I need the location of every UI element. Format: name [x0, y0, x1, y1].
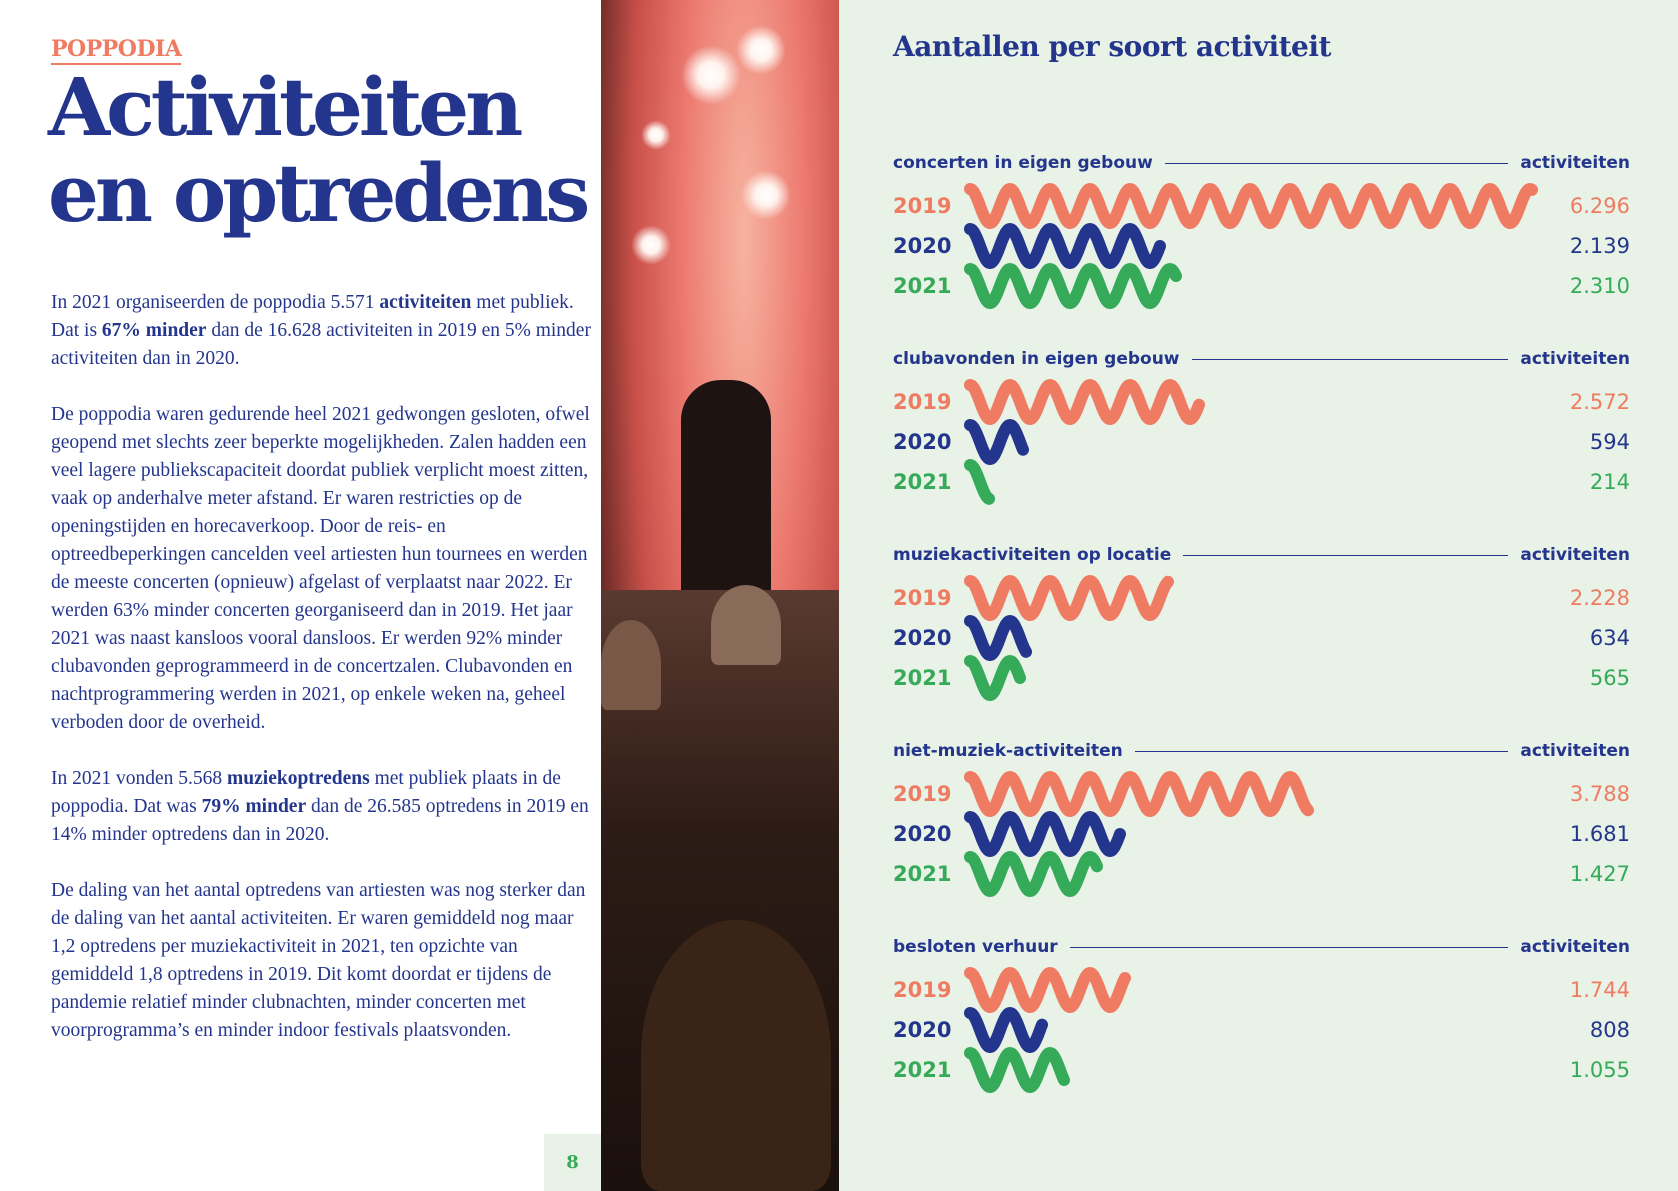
wave-mark — [970, 269, 1176, 303]
wave-bar — [970, 1050, 1085, 1094]
year-label: 2019 — [893, 194, 952, 218]
year-label: 2020 — [893, 430, 952, 454]
group-name: concerten in eigen gebouw — [893, 153, 1153, 173]
wave-bar — [970, 462, 1010, 506]
performer — [681, 380, 771, 610]
chart-row — [893, 230, 1630, 266]
group-name: besloten verhuur — [893, 937, 1058, 957]
wave-bar — [970, 422, 1044, 466]
chart-row — [893, 974, 1630, 1010]
value-label: 808 — [1589, 1018, 1630, 1042]
value-label: 214 — [1589, 470, 1630, 494]
wave-mark — [970, 229, 1160, 263]
section-kicker: POPPODIA — [51, 36, 181, 65]
text-page — [0, 0, 601, 1191]
chart-title: Aantallen per soort activiteit — [893, 30, 1331, 63]
chart-row — [893, 858, 1630, 894]
value-label: 1.681 — [1569, 822, 1630, 846]
chart-row — [893, 1054, 1630, 1090]
wave-bar — [970, 854, 1118, 898]
chart-group — [893, 152, 1630, 312]
unit-label: activiteiten — [1520, 545, 1630, 565]
wave-bar — [970, 814, 1141, 858]
group-header — [893, 936, 1630, 958]
chart-group — [893, 740, 1630, 900]
group-header — [893, 152, 1630, 174]
paragraph-1: In 2021 organiseerden de poppodia 5.571 activiteiten met publiek. Dat is 67% minder dan de 16.628 activiteiten in 2019 en 5% minder activiteiten dan in 2020. — [51, 292, 591, 369]
value-label: 594 — [1589, 430, 1630, 454]
unit-label: activiteiten — [1520, 153, 1630, 173]
chart-row — [893, 270, 1630, 306]
group-header — [893, 740, 1630, 762]
body-text — [51, 289, 591, 1073]
title-line-1: Activiteiten — [48, 60, 520, 154]
concert-photo — [601, 0, 839, 1191]
value-label: 1.744 — [1569, 978, 1630, 1002]
wave-bar — [970, 774, 1329, 818]
wave-mark — [970, 621, 1026, 655]
value-label: 2.310 — [1569, 274, 1630, 298]
divider — [1165, 163, 1509, 164]
divider — [1183, 555, 1508, 556]
value-label: 2.139 — [1569, 234, 1630, 258]
unit-label: activiteiten — [1520, 741, 1630, 761]
wave-bar — [970, 578, 1189, 622]
chart-row — [893, 582, 1630, 618]
year-label: 2021 — [893, 1058, 952, 1082]
year-label: 2021 — [893, 862, 952, 886]
title-line-2: en optredens — [48, 146, 587, 240]
chart-row — [893, 1014, 1630, 1050]
chart-row — [893, 466, 1630, 502]
wave-bar — [970, 658, 1041, 702]
paragraph-4: De daling van het aantal optredens van artiesten was nog sterker dan de daling van het aantal activiteiten. Er waren gemiddeld nog maar 1,2 optredens per muziekactiviteit in 2021, ten opzichte van gemiddeld 1,8 optredens in 2019. Dit komt doordat er tijdens de pandemie relatief minder clubnachten, minder concerten met voorprogramma’s en minder indoor festivals plaatsvonden. — [51, 880, 586, 1041]
year-label: 2021 — [893, 274, 952, 298]
chart-row — [893, 778, 1630, 814]
year-label: 2021 — [893, 666, 952, 690]
chart-group — [893, 936, 1630, 1096]
value-label: 2.572 — [1569, 390, 1630, 414]
year-label: 2020 — [893, 234, 952, 258]
wave-bar — [970, 970, 1146, 1014]
wave-mark — [970, 661, 1020, 695]
year-label: 2021 — [893, 470, 952, 494]
value-label: 2.228 — [1569, 586, 1630, 610]
paragraph-2: De poppodia waren gedurende heel 2021 gedwongen gesloten, ofwel geopend met slechts zeer beperkte mogelijkheden. Zalen hadden een veel lagere publiekscapaciteit doordat publiek verplicht moest zitten, vaak op anderhalve meter afstand. Er waren restricties op de openingstijden en horecaverkoop. Door de reis- en optreedbeperkingen cancelden veel artiesten hun tournees en werden de meeste concerten (opnieuw) afgelast of verplaatst naar 2022. Er werden 63% minder concerten georganiseerd dan in 2019. Het jaar 2021 was naast kansloos vooral dansloos. Er werden 92% minder clubavonden geprogrammeerd in de concertzalen. Clubavonden en nachtprogrammering werden in 2021, op enkele weken na, geheel verboden door de overheid. — [51, 404, 590, 733]
year-label: 2019 — [893, 978, 952, 1002]
value-label: 3.788 — [1569, 782, 1630, 806]
divider — [1070, 947, 1509, 948]
wave-bar — [970, 266, 1197, 310]
chart-group — [893, 544, 1630, 704]
chart-row — [893, 386, 1630, 422]
value-label: 6.296 — [1569, 194, 1630, 218]
divider — [1135, 751, 1509, 752]
year-label: 2019 — [893, 586, 952, 610]
wave-mark — [970, 189, 1532, 223]
wave-bar — [970, 226, 1181, 270]
divider — [1192, 359, 1509, 360]
unit-label: activiteiten — [1520, 349, 1630, 369]
wave-mark — [970, 385, 1199, 419]
wave-mark — [970, 581, 1168, 615]
chart-row — [893, 662, 1630, 698]
chart-row — [893, 622, 1630, 658]
wave-mark — [970, 425, 1023, 459]
chart-row — [893, 426, 1630, 462]
value-label: 1.427 — [1569, 862, 1630, 886]
group-name: muziekactiviteiten op locatie — [893, 545, 1172, 565]
wave-mark — [970, 1013, 1042, 1047]
wave-mark — [970, 465, 989, 499]
chart-group — [893, 348, 1630, 508]
wave-mark — [970, 973, 1125, 1007]
paragraph-3: In 2021 vonden 5.568 muziekoptredens met publiek plaats in de poppodia. Dat was 79% minder dan de 26.585 optredens in 2019 en 14% minder optredens dan in 2020. — [51, 768, 589, 845]
wave-mark — [970, 1053, 1064, 1087]
page-number: 8 — [544, 1134, 601, 1191]
year-label: 2020 — [893, 822, 952, 846]
value-label: 1.055 — [1569, 1058, 1630, 1082]
chart-row — [893, 818, 1630, 854]
year-label: 2019 — [893, 782, 952, 806]
value-label: 634 — [1589, 626, 1630, 650]
wave-bar — [970, 186, 1552, 230]
group-name: clubavonden in eigen gebouw — [893, 349, 1180, 369]
wave-mark — [970, 857, 1097, 891]
chart-row — [893, 190, 1630, 226]
value-label: 565 — [1589, 666, 1630, 690]
group-header — [893, 544, 1630, 566]
wave-mark — [970, 817, 1120, 851]
wave-mark — [970, 777, 1308, 811]
page-title — [48, 60, 587, 240]
group-name: niet-muziek-activiteiten — [893, 741, 1123, 761]
year-label: 2020 — [893, 626, 952, 650]
year-label: 2020 — [893, 1018, 952, 1042]
group-header — [893, 348, 1630, 370]
year-label: 2019 — [893, 390, 952, 414]
unit-label: activiteiten — [1520, 937, 1630, 957]
